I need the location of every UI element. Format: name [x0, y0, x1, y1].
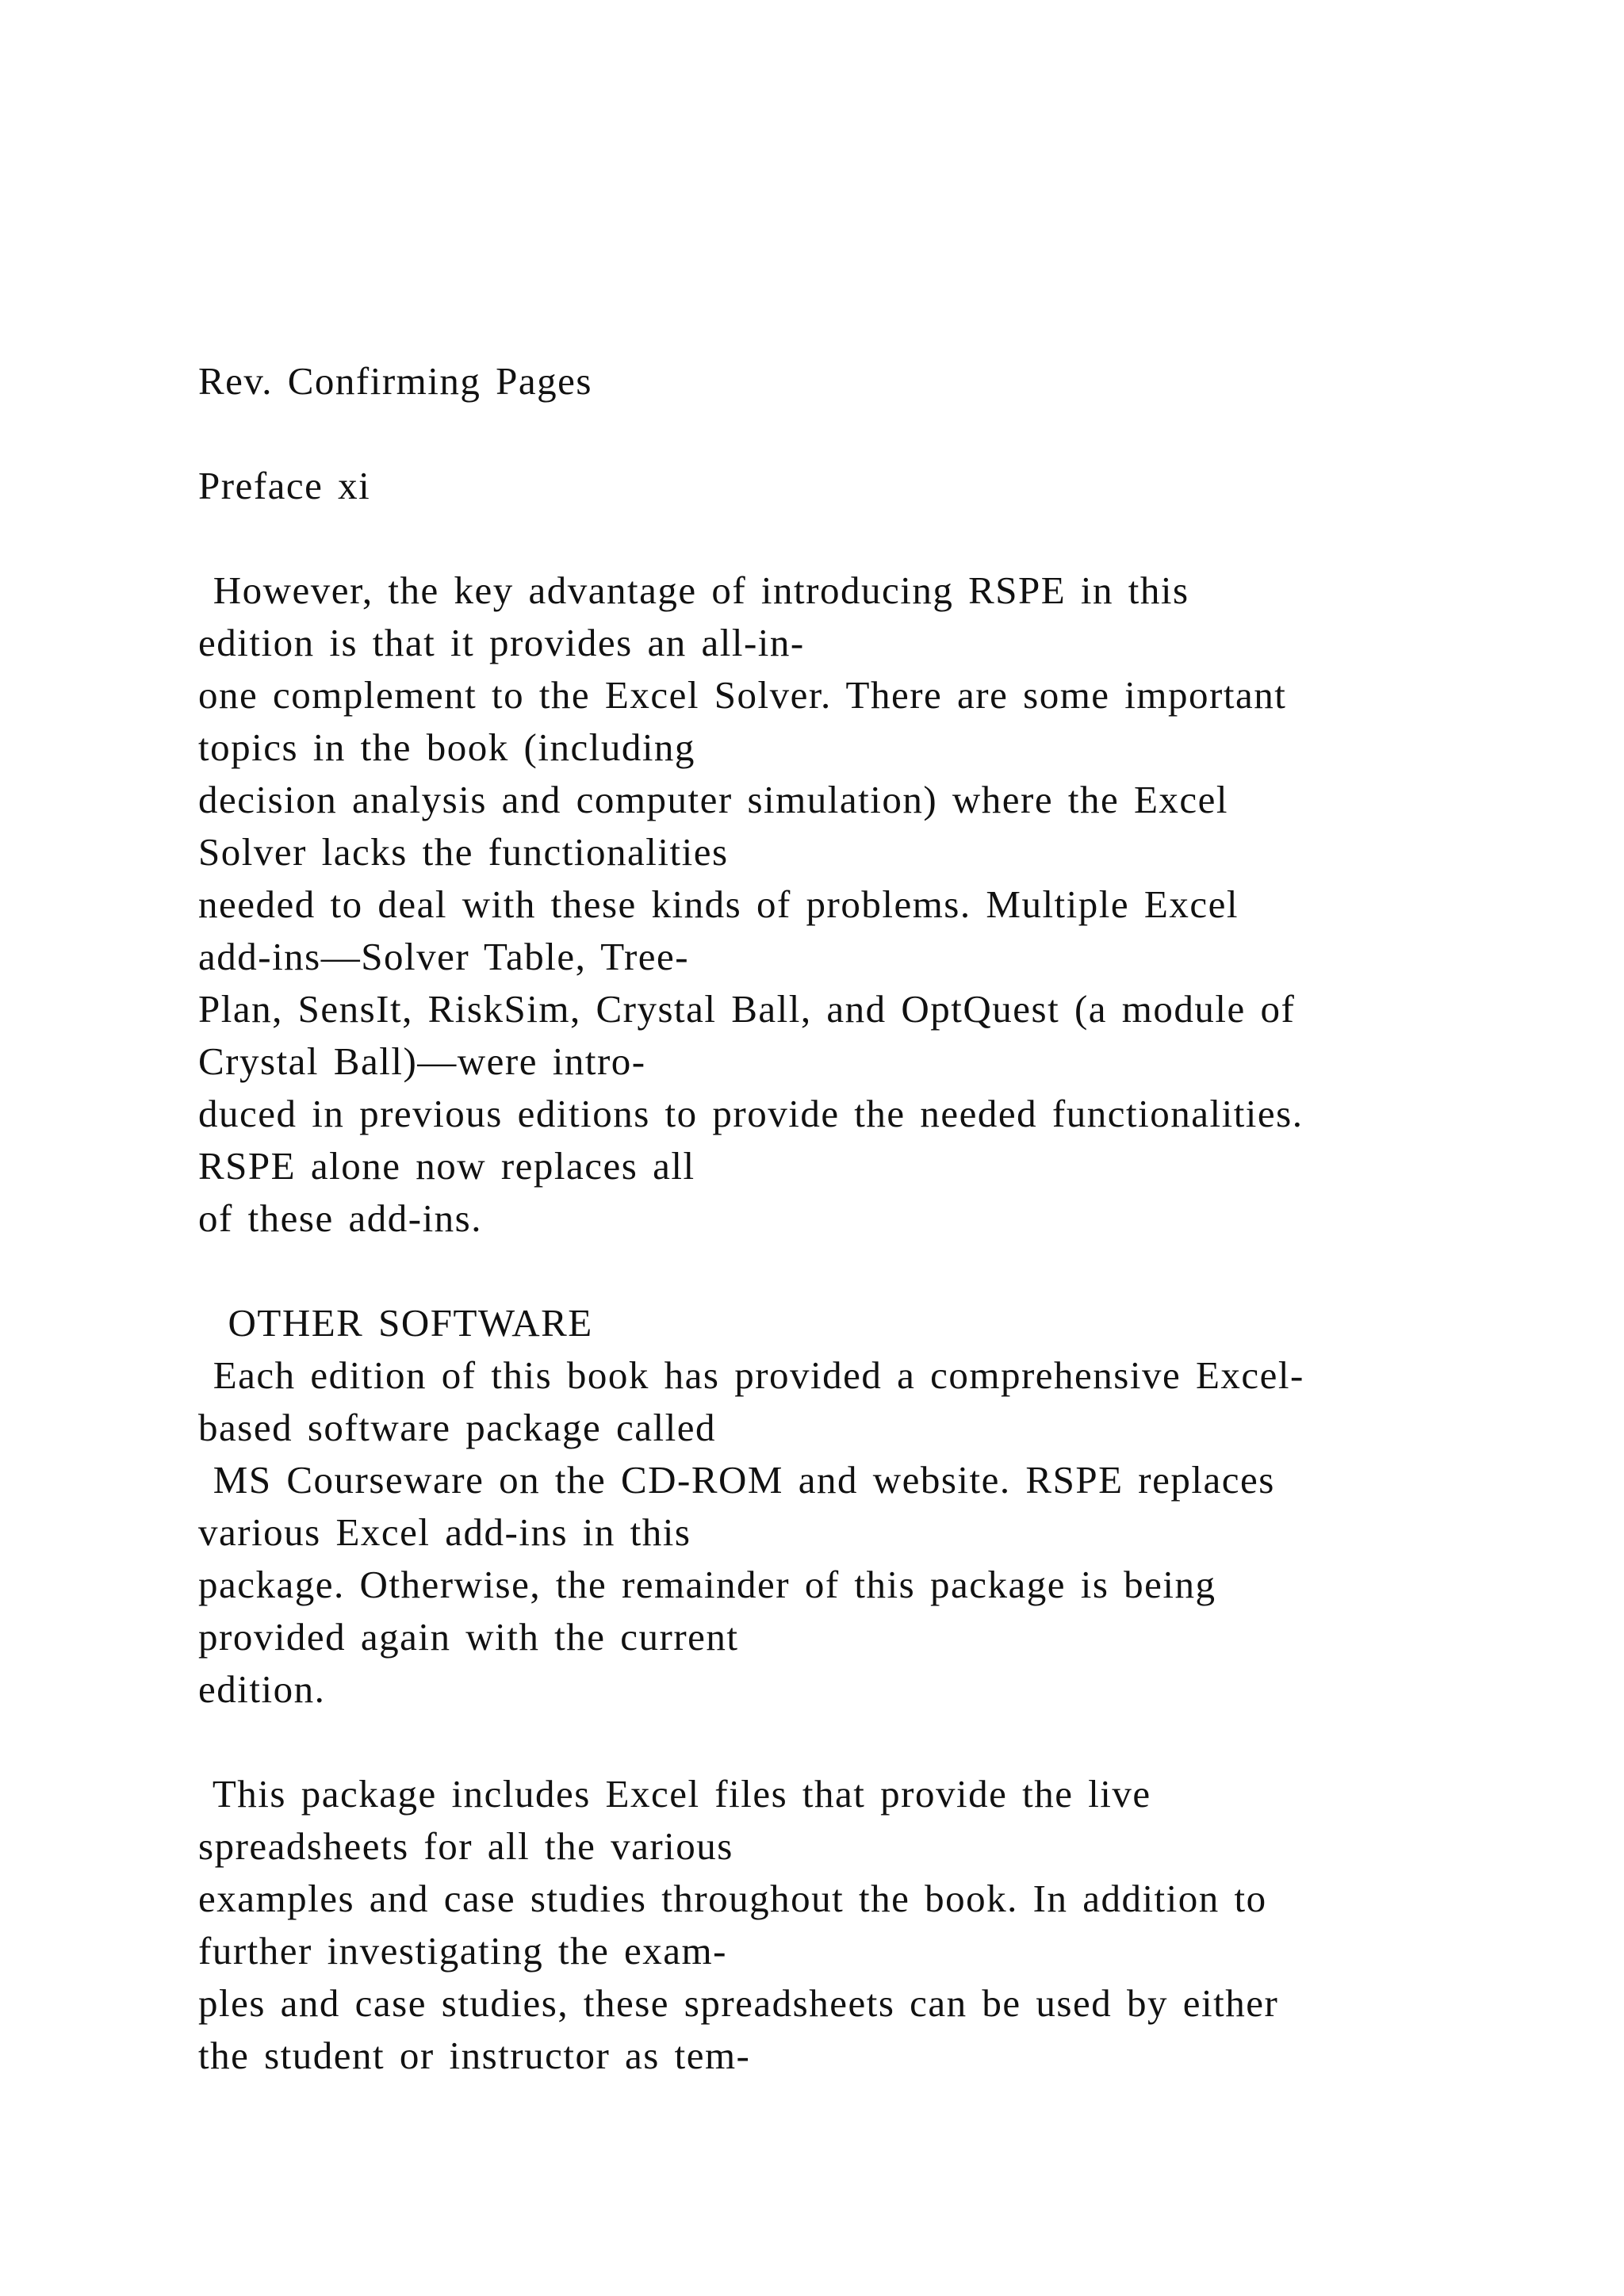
running-head: Rev. Confirming Pages	[198, 359, 592, 403]
section-heading: OTHER SOFTWARE	[198, 1301, 593, 1345]
text-line: This package includes Excel files that provide the live	[198, 1772, 1151, 1816]
text-line: However, the key advantage of introducing RSPE in this	[198, 568, 1189, 612]
text-line: based software package called	[198, 1406, 716, 1449]
text-line: various Excel add-ins in this	[198, 1510, 691, 1554]
spacer	[198, 1716, 1507, 1768]
text-line: edition.	[198, 1667, 326, 1711]
spacer	[198, 512, 1507, 564]
spacer	[198, 1245, 1507, 1297]
text-line: edition is that it provides an all-in-	[198, 621, 805, 664]
paragraph-3	[198, 1768, 1507, 2082]
folio: Preface xi	[198, 464, 371, 507]
text-line: MS Courseware on the CD-ROM and website. RSPE replaces	[198, 1458, 1275, 1502]
text-line: Each edition of this book has provided a comprehensive Excel-	[198, 1353, 1304, 1397]
text-line: ples and case studies, these spreadsheets can be used by either	[198, 1981, 1279, 2025]
text-line: Plan, SensIt, RiskSim, Crystal Ball, and OptQuest (a module of	[198, 987, 1296, 1031]
text-line: one complement to the Excel Solver. There are some important	[198, 673, 1287, 717]
text-line: package. Otherwise, the remainder of this package is being	[198, 1563, 1216, 1606]
text-line: add-ins—Solver Table, Tree-	[198, 935, 690, 978]
text-line: of these add-ins.	[198, 1196, 482, 1240]
text-line: needed to deal with these kinds of problems. Multiple Excel	[198, 882, 1239, 926]
text-line: examples and case studies throughout the book. In addition to	[198, 1877, 1267, 1920]
text-line: RSPE alone now replaces all	[198, 1144, 695, 1188]
text-line: decision analysis and computer simulation) where the Excel	[198, 778, 1229, 821]
text-line: Crystal Ball)—were intro-	[198, 1039, 646, 1083]
paragraph-1	[198, 564, 1507, 1245]
text-line: Solver lacks the functionalities	[198, 830, 729, 874]
spacer	[198, 408, 1507, 460]
text-line: provided again with the current	[198, 1615, 739, 1659]
text-line: spreadsheets for all the various	[198, 1824, 733, 1868]
text-line: further investigating the exam-	[198, 1929, 727, 1973]
text-line: duced in previous editions to provide the needed functionalities.	[198, 1092, 1304, 1135]
page-text	[198, 355, 1507, 2082]
paragraph-2	[198, 1349, 1507, 1716]
text-line: topics in the book (including	[198, 725, 695, 769]
text-line: the student or instructor as tem-	[198, 2034, 751, 2077]
